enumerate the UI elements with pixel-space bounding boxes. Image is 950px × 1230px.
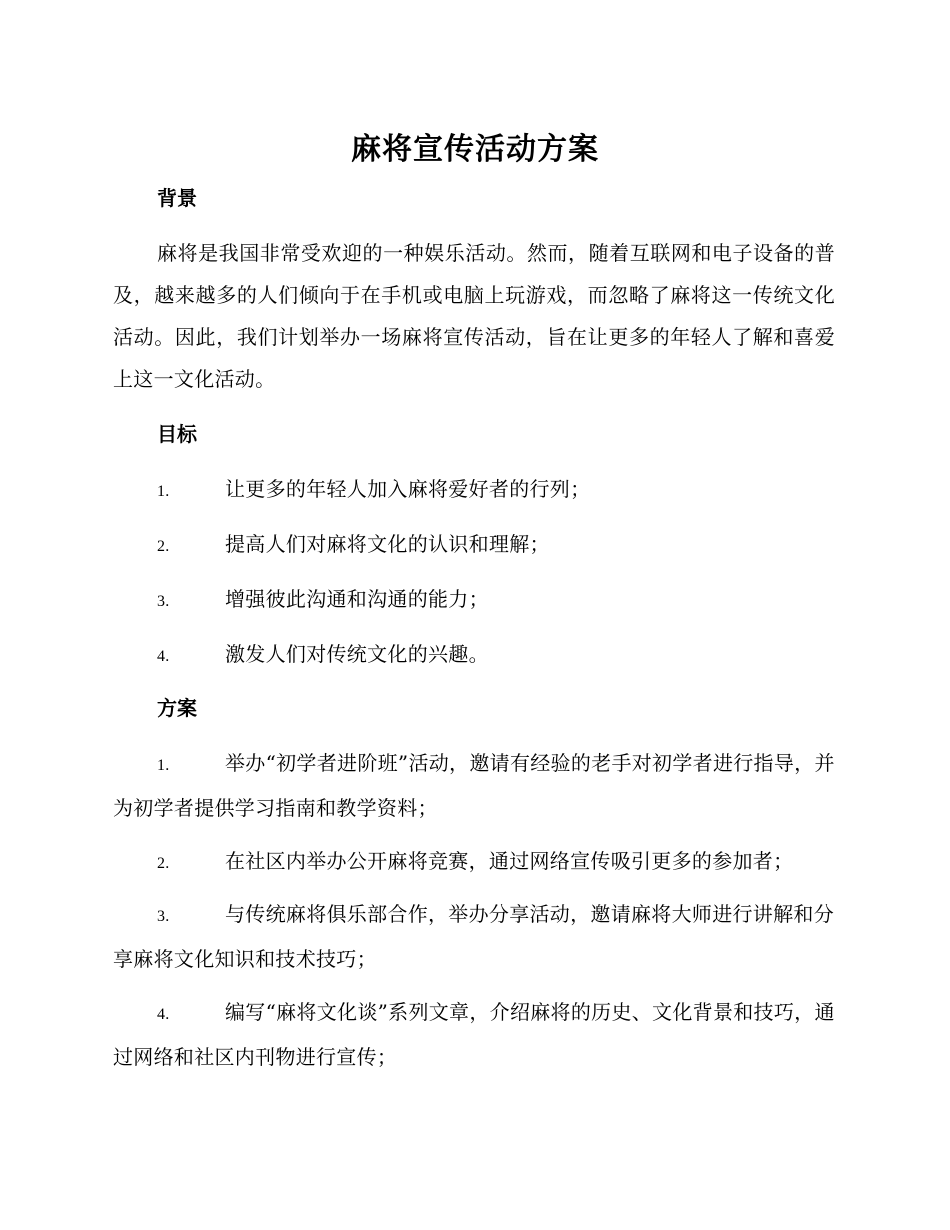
goal-item-number: 4. [157,648,170,665]
section-heading-goals: 目标 [157,422,197,446]
plan-item-text: 编写“麻将文化谈”系列文章，介绍麻将的历史、文化背景和技巧，通过网络和社区内刊物进行宣传； [113,1000,835,1069]
plan-item-text: 与传统麻将俱乐部合作，举办分享活动，邀请麻将大师进行讲解和分享麻将文化知识和技术技巧； [113,902,834,971]
goal-item [113,468,835,513]
goal-item-text: 激发人们对传统文化的兴趣。 [225,642,489,666]
plan-item-number: 1. [157,757,170,774]
plan-item [113,742,835,830]
section-heading-plan: 方案 [157,696,197,720]
goal-item-text: 让更多的年轻人加入麻将爱好者的行列； [225,477,591,501]
goal-item [113,578,835,623]
plan-item-text: 举办“初学者进阶班”活动，邀请有经验的老手对初学者进行指导，并为初学者提供学习指南和教学资料； [113,751,835,820]
background-paragraph: 麻将是我国非常受欢迎的一种娱乐活动。然而，随着互联网和电子设备的普及，越来越多的人们倾向于在手机或电脑上玩游戏，而忽略了麻将这一传统文化活动。因此，我们计划举办一场麻将宣传活动，旨在让更多的年轻人了解和喜爱上这一文化活动。 [113,241,835,391]
goal-item [113,633,835,678]
section-heading-background: 背景 [157,186,197,210]
plan-item [113,893,835,981]
plan-item-number: 4. [157,1006,170,1023]
goal-item-number: 1. [157,483,170,500]
goal-item [113,523,835,568]
goal-item-text: 增强彼此沟通和沟通的能力； [225,587,489,611]
plan-item-number: 3. [157,908,170,925]
goal-item-text: 提高人们对麻将文化的认识和理解； [225,532,550,556]
document-title: 麻将宣传活动方案 [351,132,599,167]
plan-item [113,991,835,1079]
plan-item-number: 2. [157,855,170,872]
goal-item-number: 2. [157,538,170,555]
goal-item-number: 3. [157,593,170,610]
plan-item [113,840,835,885]
plan-item-text: 在社区内举办公开麻将竞赛，通过网络宣传吸引更多的参加者； [225,849,794,873]
